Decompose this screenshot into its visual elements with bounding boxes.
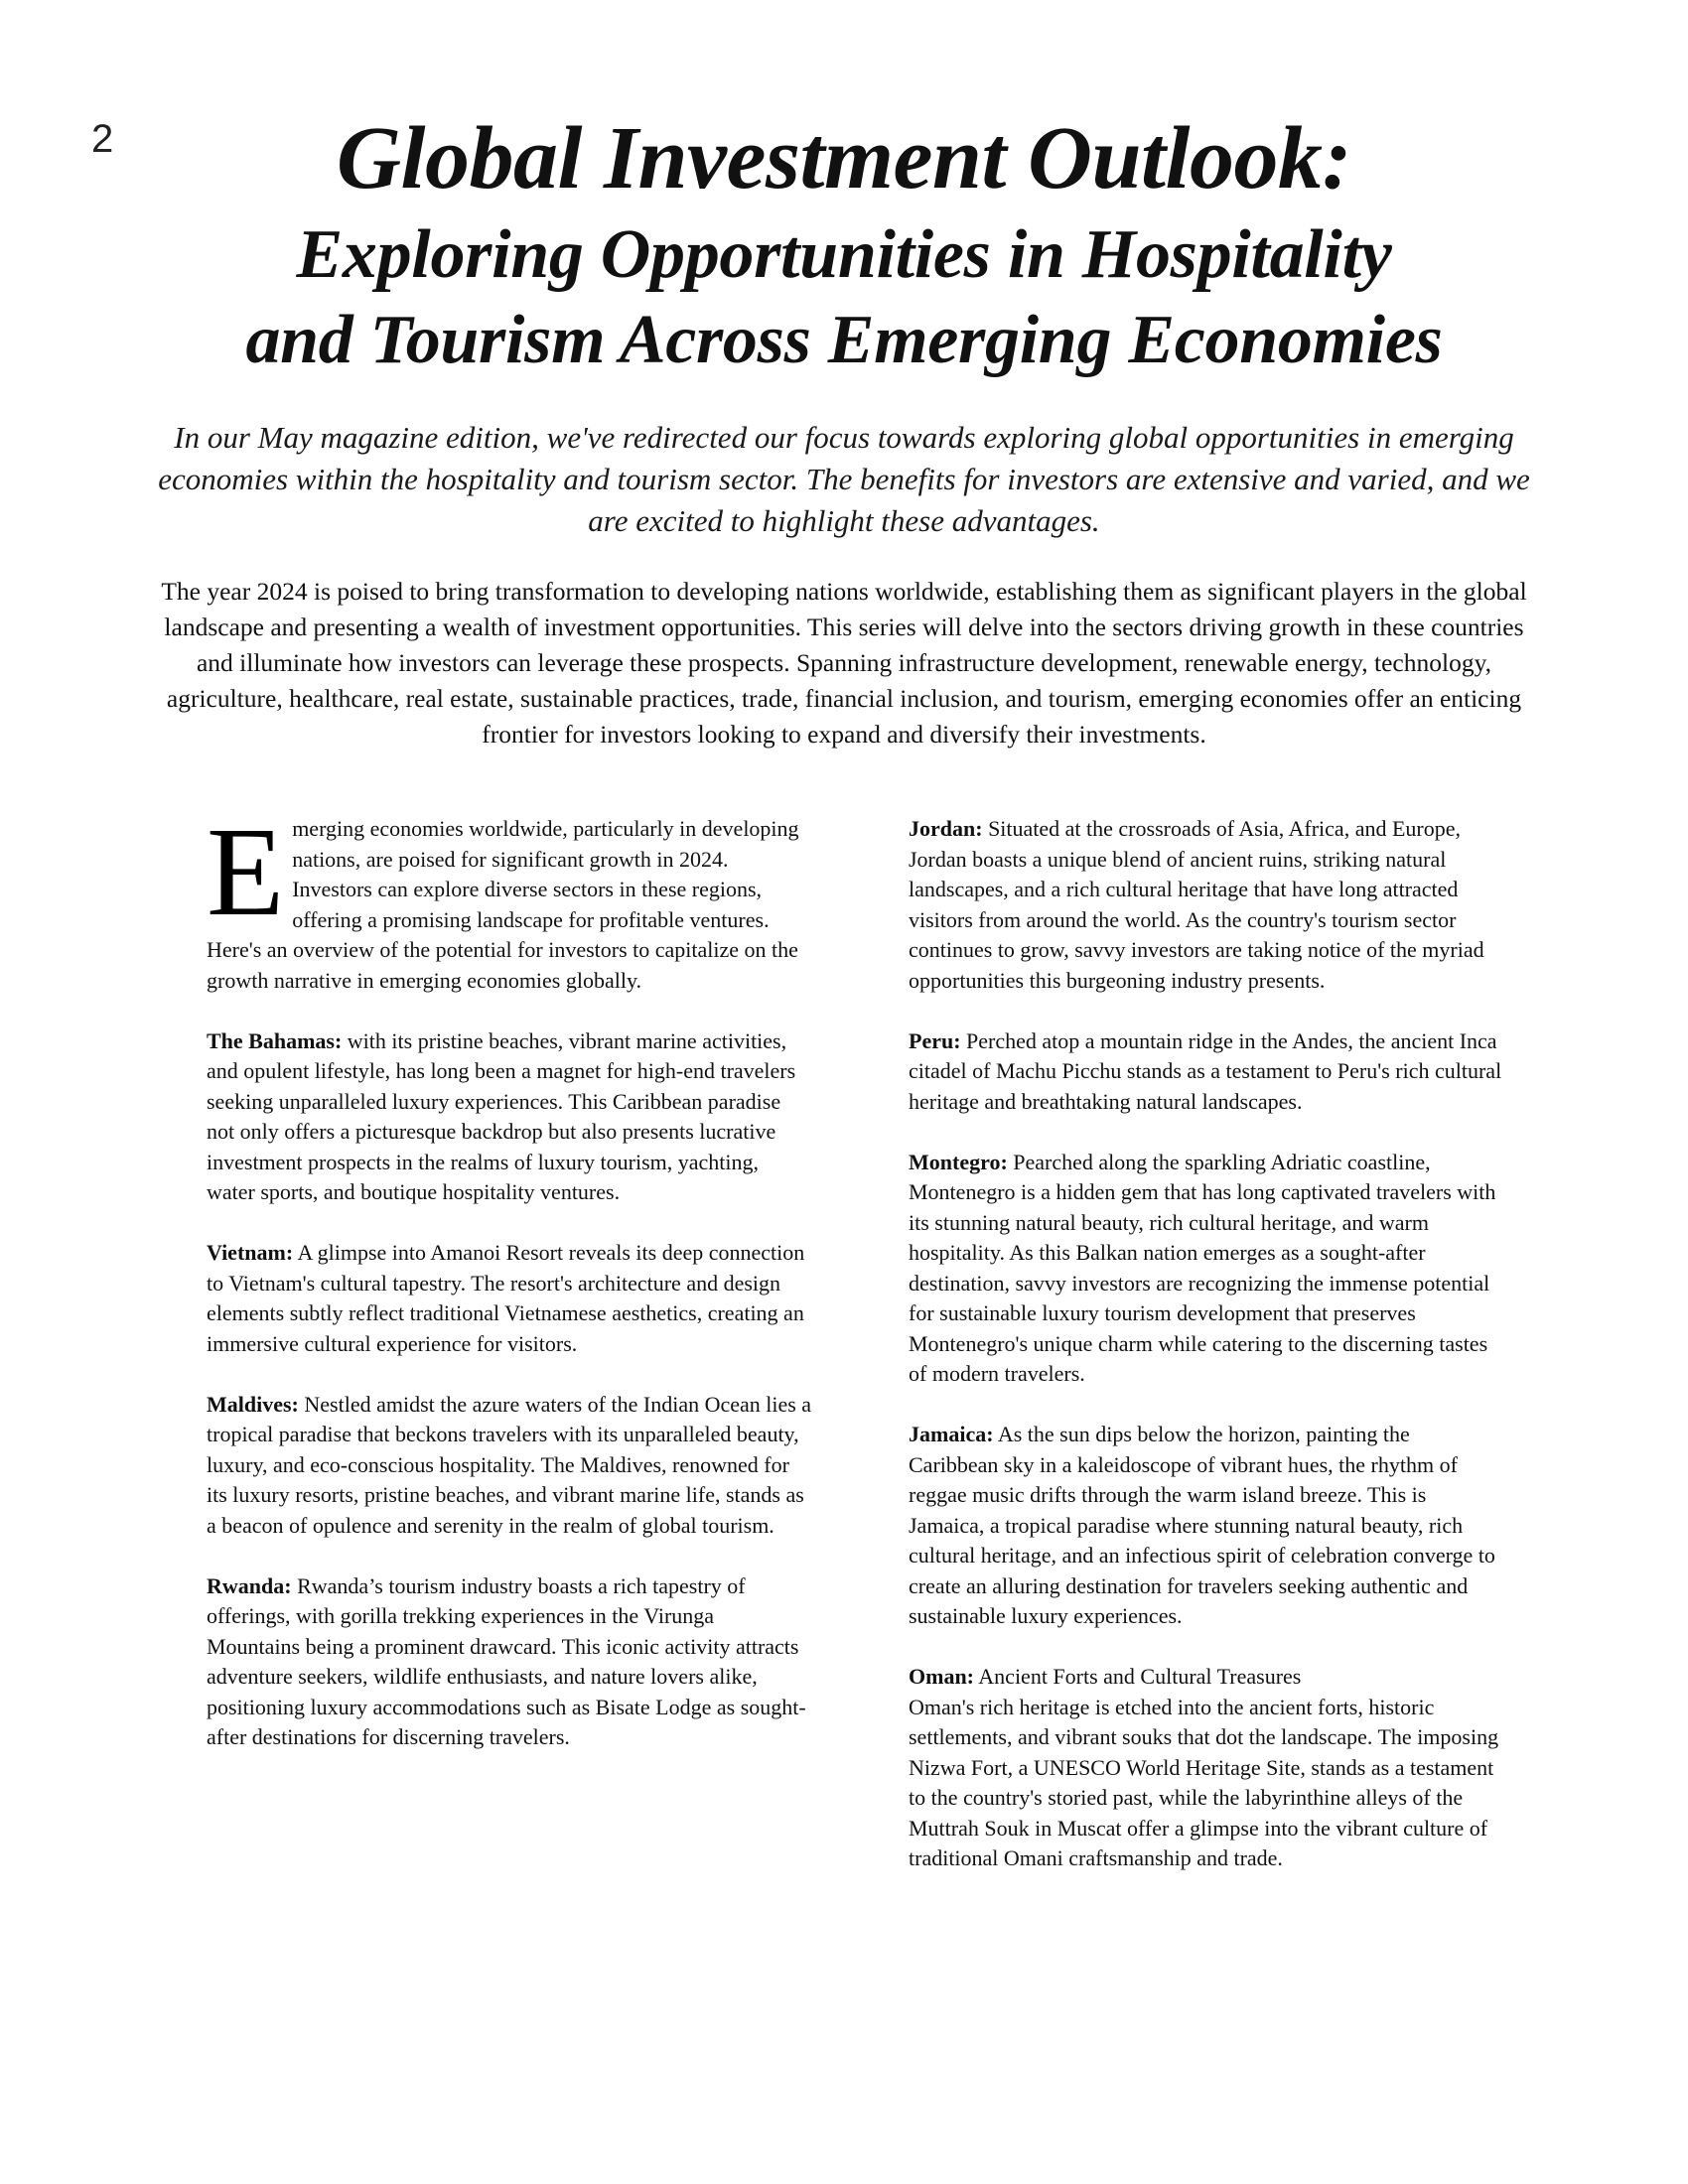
section-text: A glimpse into Amanoi Resort reveals its deep connection to Vietnam's cultural tapestry. The resort's architecture and design elements subtly reflect traditional Vietnamese aesthetics, creating an immersive cultural experience for visitors.	[207, 1240, 805, 1356]
drop-cap: E	[207, 801, 285, 942]
section-label: Vietnam:	[207, 1240, 294, 1265]
title-line-3: and Tourism Across Emerging Economies	[245, 302, 1443, 378]
title-subtitle	[129, 212, 1559, 383]
section-text: with its pristine beaches, vibrant marine activities, and opulent lifestyle, has long been a magnet for high-end travelers seeking unparalleled luxury experiences. This Caribbean paradise not only offers a picturesque backdrop but also presents lucrative investment prospects in the realms of luxury tourism, yachting, water sports, and boutique hospitality ventures.	[207, 1027, 796, 1204]
section-bahamas	[207, 1026, 812, 1208]
title-line-1: Global Investment Outlook:	[336, 109, 1352, 207]
section-label: Maldives:	[207, 1391, 299, 1417]
section-label: The Bahamas:	[207, 1027, 343, 1053]
section-text: Rwanda’s tourism industry boasts a rich tapestry of offerings, with gorilla trekking experiences in the Virunga Mountains being a prominent drawcard. This iconic activity attracts adventure seekers, wildlife enthusiasts, and nature lovers alike, positioning luxury accommodations such as Bisate Lodge as sought-after destinations for discerning travelers.	[207, 1572, 806, 1749]
article-title	[129, 111, 1559, 383]
section-subtitle: Ancient Forts and Cultural Treasures	[974, 1664, 1302, 1689]
right-column	[909, 814, 1504, 1904]
section-montenegro	[909, 1148, 1504, 1390]
article-deck: In our May magazine edition, we've redirected our focus towards exploring global opportunities in emerging economies within the hospitality and tourism sector. The benefits for investors are extensive and varied, and we are excited to highlight these advantages.	[158, 420, 1530, 538]
section-label: Oman:	[909, 1664, 974, 1689]
section-label: Peru:	[909, 1027, 961, 1053]
section-text: As the sun dips below the horizon, painting the Caribbean sky in a kaleidoscope of vibrant hues, the rhythm of reggae music drifts through the warm island breeze. This is Jamaica, a tropical paradise where stunning natural beauty, rich cultural heritage, and an infectious spirit of celebration converge to create an alluring destination for travelers seeking authentic and sustainable luxury experiences.	[909, 1422, 1495, 1628]
section-jamaica	[909, 1420, 1504, 1632]
intro-paragraph: The year 2024 is poised to bring transformation to developing nations worldwide, establishing them as significant players in the global landscape and presenting a wealth of investment opportunities. This series will delve into the sectors driving growth in these countries and illuminate how investors can leverage these prospects. Spanning infrastructure development, renewable energy, technology, agriculture, healthcare, real estate, sustainable practices, trade, financial inclusion, and tourism, emerging economies offer an enticing frontier for investors looking to expand and diversify their investments.	[161, 577, 1527, 749]
section-label: Montegro:	[909, 1149, 1008, 1174]
page-number: 2	[91, 117, 114, 161]
section-text: Nestled amidst the azure waters of the Indian Ocean lies a tropical paradise that beckons travelers with its unparalleled beauty, luxury, and eco-conscious hospitality. The Maldives, renowned for its luxury resorts, pristine beaches, and vibrant marine life, stands as a beacon of opulence and serenity in the realm of global tourism.	[207, 1391, 812, 1538]
section-peru	[909, 1026, 1504, 1118]
lead-text: merging economies worldwide, particularly in developing nations, are poised for significant growth in 2024. Investors can explore diverse sectors in these regions, offering a promising landscape for profitable ventures. Here's an overview of the potential for investors to capitalize on the growth narrative in emerging economies globally.	[207, 816, 799, 993]
left-column	[207, 801, 812, 1783]
section-text: Oman's rich heritage is etched into the ancient forts, historic settlements, and vibrant souks that dot the landscape. The imposing Nizwa Fort, a UNESCO World Heritage Site, stands as a testament to the country's storied past, while the labyrinthine alleys of the Muttrah Souk in Muscat offer a glimpse into the vibrant culture of traditional Omani craftsmanship and trade.	[909, 1694, 1499, 1870]
section-text: Situated at the crossroads of Asia, Africa, and Europe, Jordan boasts a unique blend of ancient ruins, striking natural landscapes, and a rich cultural heritage that have long attracted visitors from around the world. As the country's tourism sector continues to grow, savvy investors are taking notice of the myriad opportunities this burgeoning industry presents.	[909, 816, 1484, 993]
section-text: Perched atop a mountain ridge in the Andes, the ancient Inca citadel of Machu Picchu stands as a testament to Peru's rich cultural heritage and breathtaking natural landscapes.	[909, 1027, 1502, 1114]
section-label: Jamaica:	[909, 1422, 994, 1446]
section-jordan	[909, 814, 1504, 996]
section-maldives	[207, 1390, 812, 1542]
section-label: Jordan:	[909, 816, 983, 841]
section-rwanda	[207, 1571, 812, 1753]
lead-paragraph	[207, 801, 812, 996]
section-label: Rwanda:	[207, 1572, 292, 1598]
section-text: Pearched along the sparkling Adriatic coastline, Montenegro is a hidden gem that has long captivated travelers with its stunning natural beauty, rich cultural heritage, and warm hospitality. As this Balkan nation emerges as a sought-after destination, savvy investors are recognizing the immense potential for sustainable luxury tourism development that preserves Montenegro's unique charm while catering to the discerning tastes of modern travelers.	[909, 1149, 1496, 1386]
title-line-2: Exploring Opportunities in Hospitality	[296, 216, 1392, 293]
section-vietnam	[207, 1238, 812, 1359]
section-oman	[909, 1662, 1504, 1874]
